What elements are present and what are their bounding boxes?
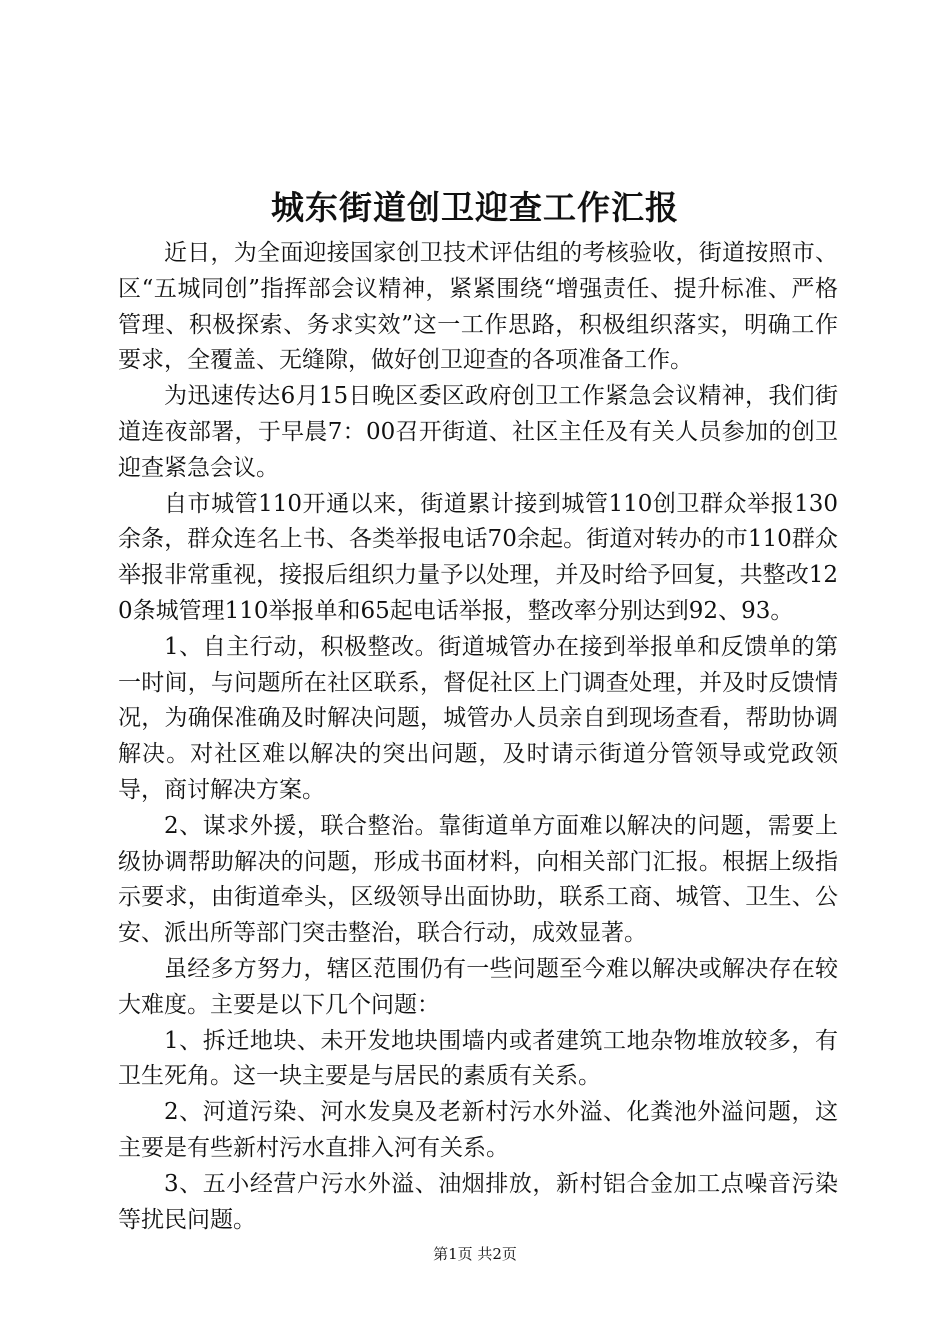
page-number: 第1页 共2页 [433, 1245, 517, 1263]
paragraph-problem-1: 1、拆迁地块、未开发地块围墙内或者建筑工地杂物堆放较多，有卫生死角。这一块主要是与居民的素质有关系。 [118, 1027, 838, 1090]
document-title: 城东街道创卫迎查工作汇报 [271, 188, 679, 227]
paragraph-item-2: 2、谋求外援，联合整治。靠街道单方面难以解决的问题，需要上级协调帮助解决的问题，形成书面材料，向相关部门汇报。根据上级指示要求，由街道牵头，区级领导出面协助，联系工商、城管、卫生、公安、派出所等部门突击整治，联合行动，成效显著。 [118, 812, 838, 947]
document-body [118, 236, 838, 1238]
paragraph-problem-3: 3、五小经营户污水外溢、油烟排放，新村铝合金加工点噪音污染等扰民问题。 [118, 1170, 838, 1233]
paragraph-intro: 近日，为全面迎接国家创卫技术评估组的考核验收，街道按照市、区“五城同创”指挥部会议精神，紧紧围绕“增强责任、提升标准、严格管理、积极探索、务求实效”这一工作思路，积极组织落实，明确工作要求，全覆盖、无缝隙，做好创卫迎查的各项准备工作。 [118, 240, 838, 374]
paragraph-item-1: 1、自主行动，积极整改。街道城管办在接到举报单和反馈单的第一时间，与问题所在社区联系，督促社区上门调查处理，并及时反馈情况，为确保准确及时解决问题，城管办人员亲自到现场查看，帮助协调解决。对社区难以解决的突出问题，及时请示街道分管领导或党政领导，商讨解决方案。 [118, 633, 838, 803]
paragraph-problem-2: 2、河道污染、河水发臭及老新村污水外溢、化粪池外溢问题，这主要是有些新村污水直排入河有关系。 [118, 1099, 838, 1161]
paragraph-meeting: 为迅速传达6月15日晚区委区政府创卫工作紧急会议精神，我们街道连夜部署，于早晨7：00召开街道、社区主任及有关人员参加的创卫迎查紧急会议。 [118, 383, 838, 481]
paragraph-hotline: 自市城管110开通以来，街道累计接到城管110创卫群众举报130余条，群众连名上书、各类举报电话70余起。街道对转办的市110群众举报非常重视，接报后组织力量予以处理，并及时给予回复，共整改120条城管理110举报单和65起电话举报，整改率分别达到92、93。 [118, 490, 838, 624]
paragraph-problems-intro: 虽经多方努力，辖区范围仍有一些问题至今难以解决或解决存在较大难度。主要是以下几个问题： [118, 955, 838, 1018]
